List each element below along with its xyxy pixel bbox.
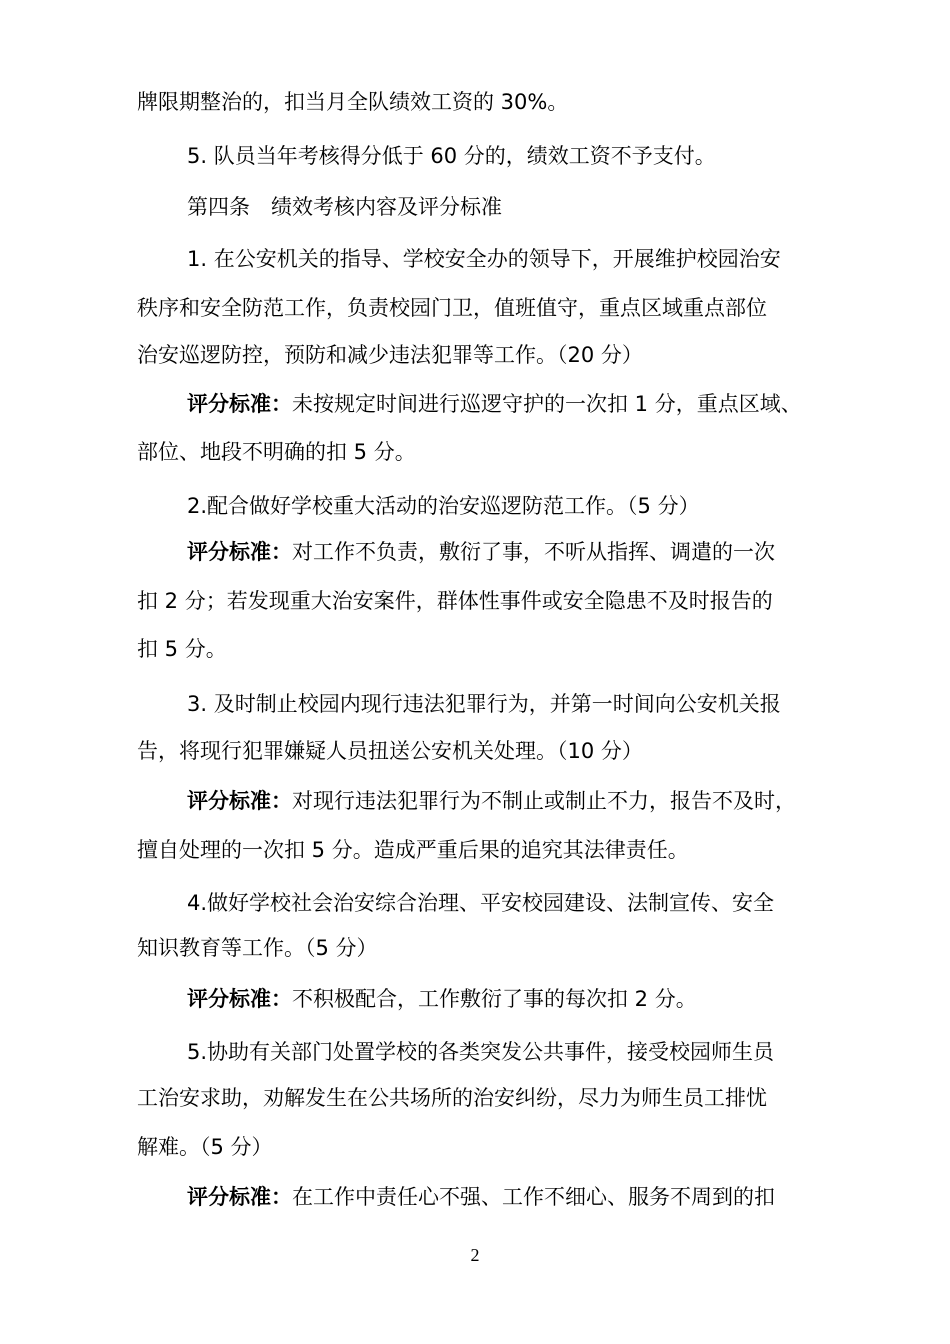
paragraph-line: 部位、地段不明确的扣 5 分。 bbox=[137, 440, 416, 464]
paragraph-line: 擅自处理的一次扣 5 分。造成严重后果的追究其法律责任。 bbox=[137, 838, 689, 862]
paragraph-line: 扣 5 分。 bbox=[137, 637, 227, 661]
criteria-label: 评分标准： bbox=[187, 987, 292, 1011]
criteria-line: 评分标准：对工作不负责，敷衍了事，不听从指挥、调遣的一次 bbox=[187, 540, 775, 564]
paragraph-line: 扣 2 分；若发现重大治安案件，群体性事件或安全隐患不及时报告的 bbox=[137, 589, 773, 613]
paragraph-line: 牌限期整治的，扣当月全队绩效工资的 30%。 bbox=[137, 90, 569, 114]
paragraph-line: 2.配合做好学校重大活动的治安巡逻防范工作。（5 分） bbox=[187, 494, 700, 518]
paragraph-line: 4.做好学校社会治安综合治理、平安校园建设、法制宣传、安全 bbox=[187, 891, 775, 915]
criteria-label: 评分标准： bbox=[187, 392, 292, 416]
paragraph-line: 1. 在公安机关的指导、学校安全办的领导下，开展维护校园治安 bbox=[187, 247, 781, 271]
criteria-label: 评分标准： bbox=[187, 789, 292, 813]
paragraph-line: 3. 及时制止校园内现行违法犯罪行为，并第一时间向公安机关报 bbox=[187, 692, 781, 716]
criteria-label: 评分标准： bbox=[187, 540, 292, 564]
page-number: 2 bbox=[470, 1245, 480, 1265]
paragraph-line: 治安巡逻防控，预防和减少违法犯罪等工作。（20 分） bbox=[137, 343, 643, 367]
paragraph-line: 5. 队员当年考核得分低于 60 分的，绩效工资不予支付。 bbox=[187, 144, 716, 168]
criteria-line: 评分标准：在工作中责任心不强、工作不细心、服务不周到的扣 bbox=[187, 1185, 775, 1209]
paragraph-line: 解难。（5 分） bbox=[137, 1135, 273, 1159]
paragraph-line: 工治安求助，劝解发生在公共场所的治安纠纷，尽力为师生员工排忧 bbox=[137, 1086, 767, 1110]
criteria-line: 评分标准：未按规定时间进行巡逻守护的一次扣 1 分，重点区域、 bbox=[187, 392, 802, 416]
section-heading: 第四条 绩效考核内容及评分标准 bbox=[187, 195, 502, 219]
criteria-label: 评分标准： bbox=[187, 1185, 292, 1209]
paragraph-line: 告，将现行犯罪嫌疑人员扭送公安机关处理。（10 分） bbox=[137, 739, 643, 763]
criteria-line: 评分标准：对现行违法犯罪行为不制止或制止不力，报告不及时， bbox=[187, 789, 796, 813]
paragraph-line: 5.协助有关部门处置学校的各类突发公共事件，接受校园师生员 bbox=[187, 1040, 775, 1064]
criteria-line: 评分标准：不积极配合，工作敷衍了事的每次扣 2 分。 bbox=[187, 987, 697, 1011]
paragraph-line: 秩序和安全防范工作，负责校园门卫，值班值守，重点区域重点部位 bbox=[137, 296, 767, 320]
paragraph-line: 知识教育等工作。（5 分） bbox=[137, 936, 378, 960]
